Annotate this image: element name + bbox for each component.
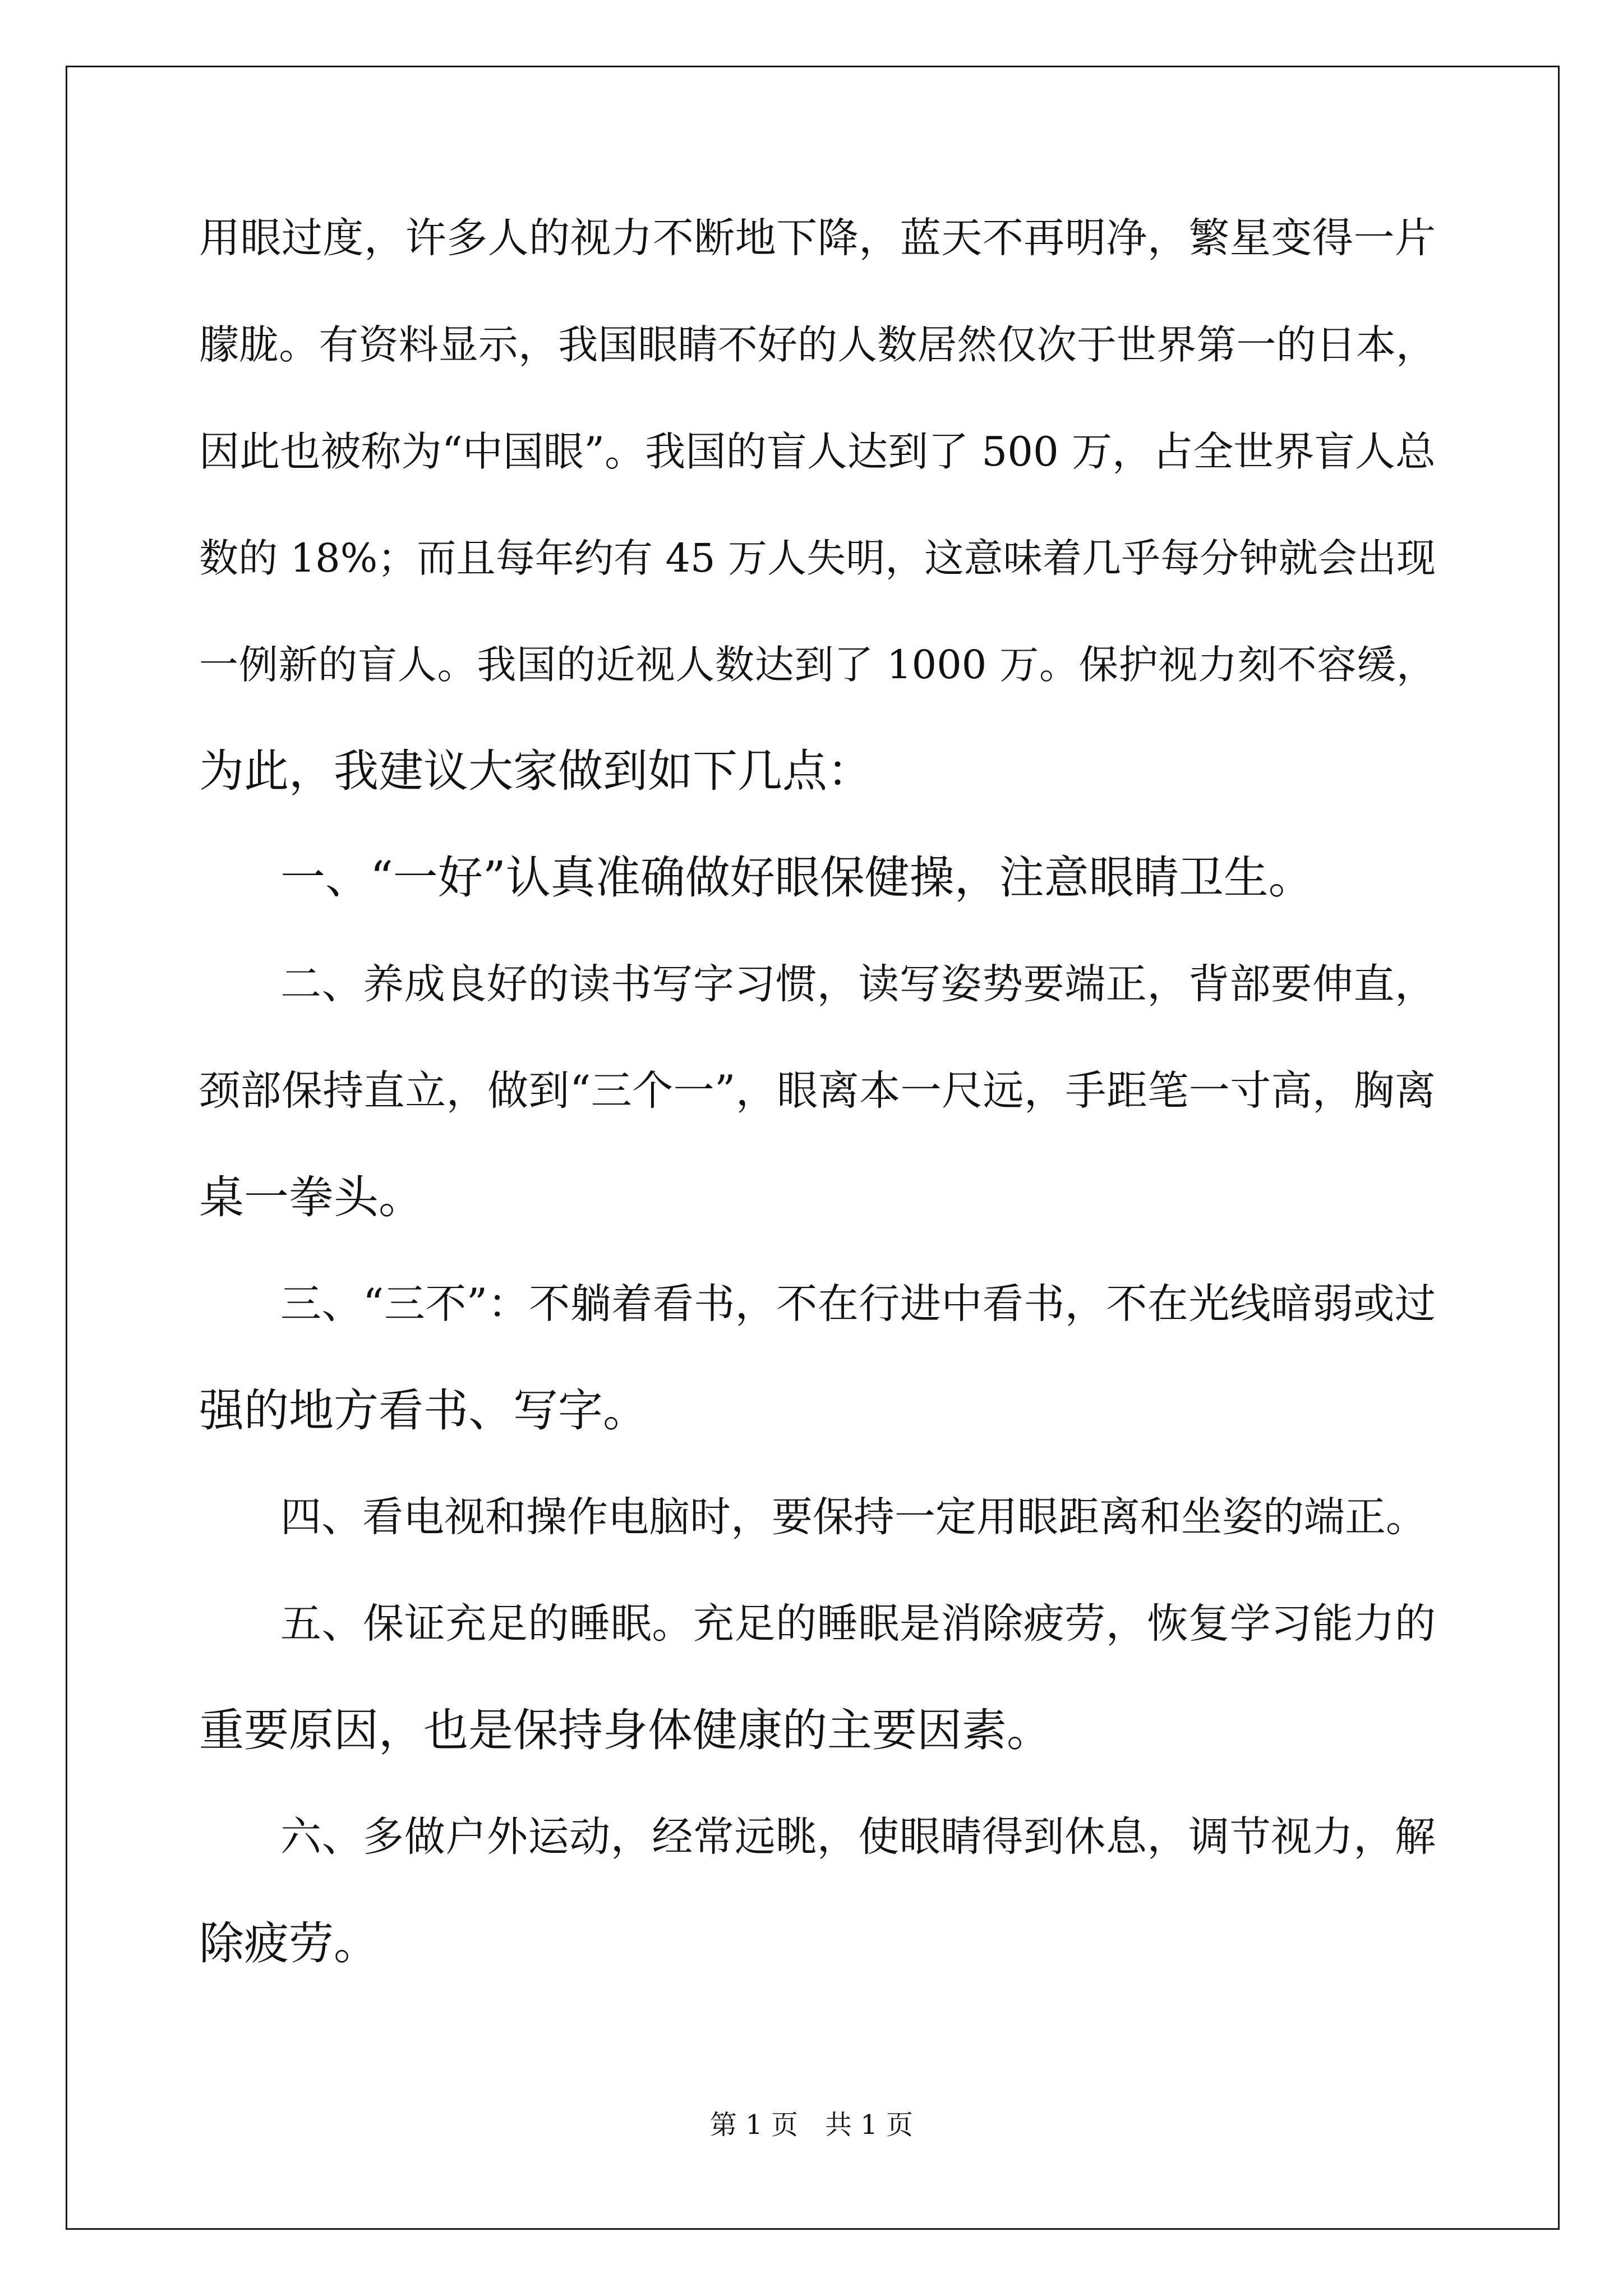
text-line: 除疲劳。 <box>199 1917 379 1970</box>
text-line: 朦胧。有资料显示，我国眼睛不好的人数居然仅次于世界第一的日本， <box>199 321 1436 368</box>
text-line: 桌一拳头。 <box>199 1171 423 1223</box>
list-item-2: 二、养成良好的读书写字习惯，读写姿势要端正，背部要伸直， <box>280 960 1436 1008</box>
list-item-6: 六、多做户外运动，经常远眺，使眼睛得到休息，调节视力，解 <box>280 1813 1436 1861</box>
list-item-1: 一、“一好”认真准确做好眼保健操，注意眼睛卫生。 <box>280 852 1313 904</box>
list-item-4: 四、看电视和操作电脑时，要保持一定用眼距离和坐姿的端正。 <box>280 1493 1427 1541</box>
text-line: 颈部保持直立，做到“三个一”，眼离本一尺远，手距笔一寸高，胸离 <box>199 1067 1436 1115</box>
text-line: 数的 18%；而且每年约有 45 万人失明，这意味着几乎每分钟就会出现 <box>199 535 1436 581</box>
text-line: 重要原因，也是保持身体健康的主要因素。 <box>199 1704 1052 1756</box>
list-item-3: 三、“三不”：不躺着看书，不在行进中看书，不在光线暗弱或过 <box>280 1280 1436 1328</box>
text-line: 一例新的盲人。我国的近视人数达到了 1000 万。保护视力刻不容缓， <box>199 642 1436 688</box>
text-line: 强的地方看书、写字。 <box>199 1384 648 1437</box>
page-number-footer: 第 1 页 共 1 页 <box>709 2109 914 2141</box>
text-line: 为此，我建议大家做到如下几点： <box>199 745 872 797</box>
list-item-5: 五、保证充足的睡眠。充足的睡眠是消除疲劳，恢复学习能力的 <box>280 1600 1436 1648</box>
text-line: 因此也被称为“中国眼”。我国的盲人达到了 500 万，占全世界盲人总 <box>199 428 1436 475</box>
text-line: 用眼过度，许多人的视力不断地下降，蓝天不再明净，繁星变得一片 <box>199 214 1436 262</box>
document-body <box>199 216 1436 2028</box>
